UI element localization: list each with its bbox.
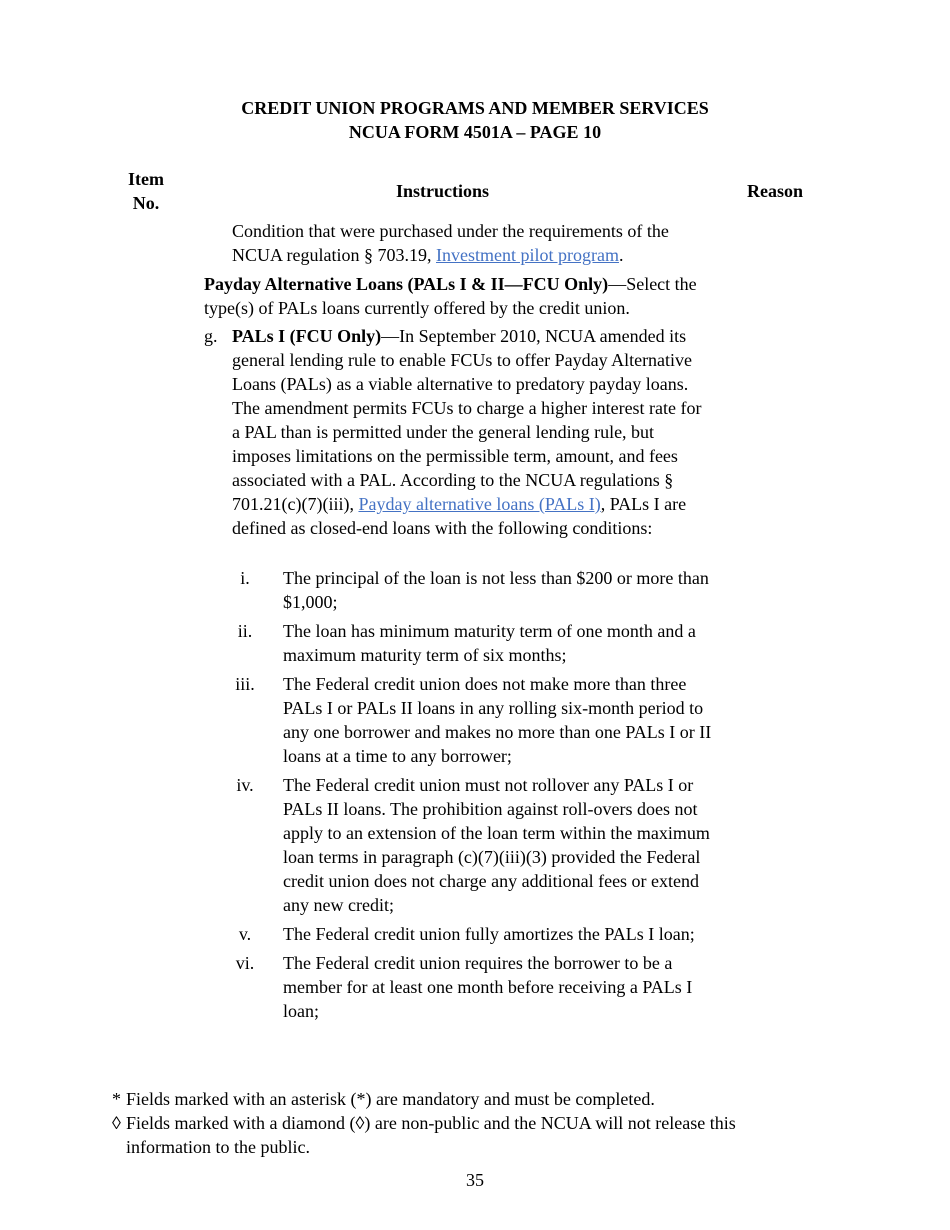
column-header-item-line2: No.	[132, 193, 160, 213]
page-header	[0, 96, 950, 144]
asterisk-icon: *	[112, 1089, 121, 1109]
header-title: CREDIT UNION PROGRAMS AND MEMBER SERVICES	[241, 98, 709, 118]
list-item-text: The Federal credit union does not make more than three PALs I or PALs II loans in any rolling six-month period to any one borrower and makes no more than one PALs I or II loans at a time to any borrower;	[283, 674, 712, 766]
continuation-period: .	[618, 245, 624, 265]
column-header-item-no	[118, 167, 174, 215]
item-g	[204, 324, 724, 540]
footnote-asterisk	[112, 1087, 792, 1111]
item-g-text: —In September 2010, NCUA amended its general lending rule to enable FCUs to offer Payday Alternative Loans (PALs) as a viable alternative to predatory payday loans. The amendment permits FCUs to charge a higher interest rate for a PAL than is permitted under the general lending rule, but imposes limitations on the permissible term, amount, and fees associated with a PAL. According to the NCUA regulations § 701.21(c)(7)(iii),	[232, 326, 702, 514]
pal-section-text: —Select the type(s) of PALs loans currently offered by the credit union.	[204, 274, 697, 318]
footnote-diamond-text: Fields marked with a diamond (◊) are non-public and the NCUA will not release this information to the public.	[126, 1113, 736, 1157]
list-item-text: The principal of the loan is not less than $200 or more than $1,000;	[283, 568, 709, 612]
continuation-paragraph	[232, 219, 702, 267]
list-item	[232, 672, 712, 768]
list-item-number: iv.	[236, 775, 254, 795]
diamond-icon: ◊	[112, 1113, 121, 1133]
continuation-text: Condition that were purchased under the requirements of the NCUA regulation § 703.19,	[232, 221, 669, 265]
list-item	[232, 773, 712, 917]
list-item-text: The Federal credit union fully amortizes the PALs I loan;	[283, 924, 695, 944]
list-item-text: The Federal credit union must not rollover any PALs I or PALs II loans. The prohibition against roll-overs does not apply to an extension of the loan term within the maximum loan terms in paragraph (c)(7)(iii)(3) provided the Federal credit union does not charge any additional fees or extend any new credit;	[283, 775, 710, 915]
list-item-number: iii.	[235, 674, 255, 694]
item-g-body	[232, 324, 708, 540]
footnote-asterisk-text: Fields marked with an asterisk (*) are mandatory and must be completed.	[126, 1089, 655, 1109]
pals-i-regulation-link[interactable]: Payday alternative loans (PALs I)	[358, 494, 601, 514]
list-item-number: v.	[238, 924, 252, 944]
list-item-text: The Federal credit union requires the borrower to be a member for at least one month before receiving a PALs I loan;	[283, 953, 693, 1021]
pal-section-title: Payday Alternative Loans (PALs I & II—FCU Only)	[204, 274, 609, 294]
item-g-title: PALs I (FCU Only)	[232, 326, 382, 346]
list-item-number: i.	[240, 568, 250, 588]
header-subtitle: NCUA FORM 4501A – PAGE 10	[348, 122, 602, 142]
column-header-instructions: Instructions	[396, 181, 490, 201]
list-item	[232, 922, 712, 946]
list-item	[232, 951, 712, 1023]
list-item-text: The loan has minimum maturity term of one month and a maximum maturity term of six months;	[283, 621, 696, 665]
column-header-reason: Reason	[747, 181, 804, 201]
column-header-item-line1: Item	[128, 169, 164, 189]
footnote-diamond	[112, 1111, 792, 1159]
item-g-marker: g.	[204, 326, 218, 346]
list-item-number: vi.	[235, 953, 255, 973]
item-g-text-after: , PALs I are defined as closed-end loans with the following conditions:	[232, 494, 687, 538]
list-item-number: ii.	[237, 621, 253, 641]
conditions-list	[232, 566, 712, 1023]
investment-pilot-program-link[interactable]: Investment pilot program	[436, 245, 619, 265]
list-item	[232, 619, 712, 667]
list-item	[232, 566, 712, 614]
page-number: 35	[466, 1170, 484, 1190]
pal-section-paragraph	[204, 272, 704, 320]
